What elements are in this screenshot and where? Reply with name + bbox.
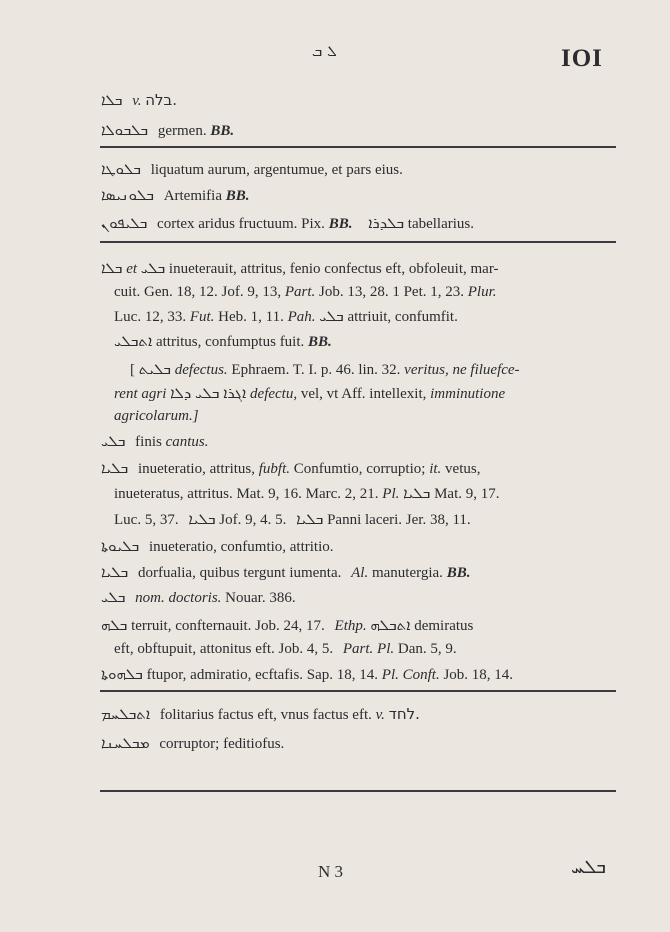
entry-line	[101, 705, 420, 724]
cross-ref: v.	[375, 707, 385, 723]
source-abbrev: BB.	[328, 216, 353, 232]
grammar-label: Plur.	[467, 284, 497, 300]
definition: vel, vt Aff. intellexit,	[300, 386, 427, 402]
entry-line	[101, 259, 499, 278]
definition: dorfualia, quibus tergunt iumenta.	[137, 565, 342, 581]
entry-line	[101, 734, 284, 753]
entry-line	[114, 510, 471, 529]
grammar-label: fubft.	[258, 461, 291, 477]
syriac-word: ܒܠܝܘܬܐ	[101, 537, 140, 555]
syriac-word: ܒܠܝ	[195, 384, 220, 402]
definition: cortex aridus fructuum. Pix.	[157, 216, 325, 232]
citation: Job. 13, 28. 1 Pet. 1, 23.	[319, 284, 465, 300]
citation: eft, obftupuit, attonitus eft. Job. 4, 5.	[114, 641, 334, 657]
entry-line	[101, 563, 470, 582]
entry-line	[101, 537, 334, 556]
syriac-word: ܐܬܒܠܝ	[114, 332, 153, 350]
syriac-word: ܒܠܒܘܠܐ	[101, 121, 149, 139]
syriac-word: ܒܠܐ	[101, 259, 123, 277]
source-abbrev: BB.	[225, 188, 250, 204]
source-abbrev: BB.	[308, 334, 332, 350]
citation: Mat. 9, 17.	[434, 486, 500, 502]
definition: attritus, confumptus fuit.	[155, 334, 305, 350]
entry-line	[101, 588, 296, 607]
entry-line	[114, 283, 497, 301]
definition: manutergia.	[371, 565, 443, 581]
source-abbrev: BB.	[446, 565, 471, 581]
entry-line	[114, 307, 458, 326]
entry-line	[114, 484, 500, 503]
grammar-label: Fut.	[189, 309, 215, 325]
syriac-word: ܒܠܝ	[101, 588, 126, 606]
syriac-word: ܒܠܕܪܐ	[368, 214, 405, 232]
entry-line	[114, 407, 199, 425]
entry-line	[101, 186, 250, 205]
entry-line	[101, 160, 403, 179]
entry-line	[114, 640, 457, 658]
syriac-word: ܒܠܗܘܬܐ	[101, 665, 143, 683]
grammar-label: Al.	[351, 565, 369, 581]
syriac-word: ܒܠܘܛܐ	[101, 160, 141, 178]
section-divider	[100, 241, 616, 243]
definition: terruit, confternauit. Job. 24, 17.	[131, 618, 325, 634]
syriac-word: ܒܠܐ	[101, 91, 123, 109]
grammar-label: Part.	[284, 284, 316, 300]
gloss: defectus.	[174, 362, 228, 378]
gloss: cantus.	[165, 434, 209, 450]
entry-line	[101, 121, 234, 140]
syriac-word: ܕܠܐ	[170, 384, 192, 402]
definition: Panni laceri. Jer. 38, 11.	[327, 512, 471, 528]
syriac-word: ܒܠܘܢܝܣܐ	[101, 186, 154, 204]
citation: Nouar. 386.	[225, 590, 296, 606]
gloss: defectu,	[250, 386, 298, 402]
syriac-word: ܐܓܪܐ	[223, 384, 247, 402]
grammar-label: it.	[429, 461, 442, 477]
syriac-word: ܡܒܠܚܢܐ	[101, 734, 150, 752]
entry-line	[101, 91, 177, 110]
definition: liquatum aurum, argentumue, et pars eius.	[150, 162, 403, 178]
signature-mark: N 3	[318, 862, 344, 881]
section-divider	[100, 146, 616, 148]
syriac-word: ܐܬܒܠܗ	[370, 616, 411, 634]
syriac-word: ܒܠܝ	[140, 259, 166, 277]
syriac-word: ܒܠܝܐ	[101, 459, 129, 477]
gloss: veritus, ne filuefce-	[404, 362, 520, 378]
syriac-word: ܒܠܝܬ	[138, 360, 172, 378]
syriac-word: ܒܠܝܐ	[101, 563, 129, 581]
entry-line	[114, 332, 332, 351]
citation: Heb. 1, 11.	[218, 309, 284, 325]
citation: Job. 18, 14.	[443, 667, 514, 683]
syriac-word: ܐܬܒܠܚܡ	[101, 705, 151, 723]
citation: Ephraem. T. I. p. 46. lin. 32.	[231, 362, 401, 378]
definition: finis	[135, 434, 162, 450]
citation: Jof. 9, 4. 5.	[219, 512, 287, 528]
entry-line	[101, 214, 474, 233]
entry-line	[101, 432, 209, 451]
syriac-word: ܒܠܝܐ	[296, 510, 324, 528]
gloss: agricolarum.]	[114, 408, 199, 424]
entry-line	[101, 665, 513, 684]
definition: inueteratio, confumtio, attritio.	[148, 539, 334, 555]
citation: Dan. 5, 9.	[397, 641, 457, 657]
source-abbrev: BB.	[210, 123, 235, 139]
hebrew-word: לחד.	[388, 705, 420, 723]
entry-line	[114, 384, 505, 403]
citation: Luc. 5, 37.	[114, 512, 179, 528]
entry-line	[101, 616, 473, 635]
grammar-label: Pah.	[287, 309, 316, 325]
syriac-word: ܒܠܝܦܘܢ	[101, 214, 148, 232]
definition: Confumtio, corruptio;	[293, 461, 426, 477]
catchword: ܒܠܚ	[571, 856, 606, 878]
citation: inueteratus, attritus. Mat. 9, 16. Marc. 2, 21.	[114, 486, 379, 502]
gloss: imminutione	[430, 386, 506, 402]
definition: folitarius factus eft, vnus factus eft.	[159, 707, 372, 723]
definition: Artemifia	[163, 188, 222, 204]
citation: Luc. 12, 33.	[114, 309, 187, 325]
grammar-label: Pl. Conft.	[381, 667, 440, 683]
section-divider	[100, 790, 616, 792]
definition: vetus,	[445, 461, 481, 477]
syriac-word: ܒܠܝܐ	[188, 510, 216, 528]
entry-line	[101, 459, 480, 478]
definition: demiratus	[414, 618, 474, 634]
cross-ref: v.	[132, 93, 142, 109]
gloss: rent agri	[114, 386, 167, 402]
definition: inueterauit, attritus, fenio confectus eft, obfoleuit, mar-	[168, 261, 499, 277]
entry-line	[130, 360, 520, 379]
grammar-label: Pl.	[382, 486, 400, 502]
syriac-word: ܒܠܝ	[101, 432, 126, 450]
definition: germen.	[157, 123, 207, 139]
section-divider	[100, 690, 616, 692]
hebrew-word: בלה.	[145, 91, 178, 109]
gloss: nom. doctoris.	[135, 590, 222, 606]
running-head-syriac: ܠ ܒ	[312, 42, 337, 60]
syriac-word: ܒܠܝ	[319, 307, 344, 325]
definition: attriuit, confumfit.	[347, 309, 458, 325]
definition: corruptor; feditiofus.	[159, 736, 285, 752]
open-bracket: [	[130, 362, 135, 378]
definition: inueteratio, attritus,	[137, 461, 256, 477]
page-number: IOI	[561, 45, 603, 72]
grammar-label: Part. Pl.	[342, 641, 395, 657]
conjunction: et	[126, 261, 138, 277]
definition: ftupor, admiratio, ecftafis. Sap. 18, 14.	[146, 667, 379, 683]
grammar-label: Ethp.	[334, 618, 367, 634]
definition: tabellarius.	[407, 216, 475, 232]
citation: cuit. Gen. 18, 12. Jof. 9, 13,	[114, 284, 282, 300]
syriac-word: ܒܠܗ	[101, 616, 128, 634]
syriac-word: ܒܠܝܐ	[403, 484, 431, 502]
